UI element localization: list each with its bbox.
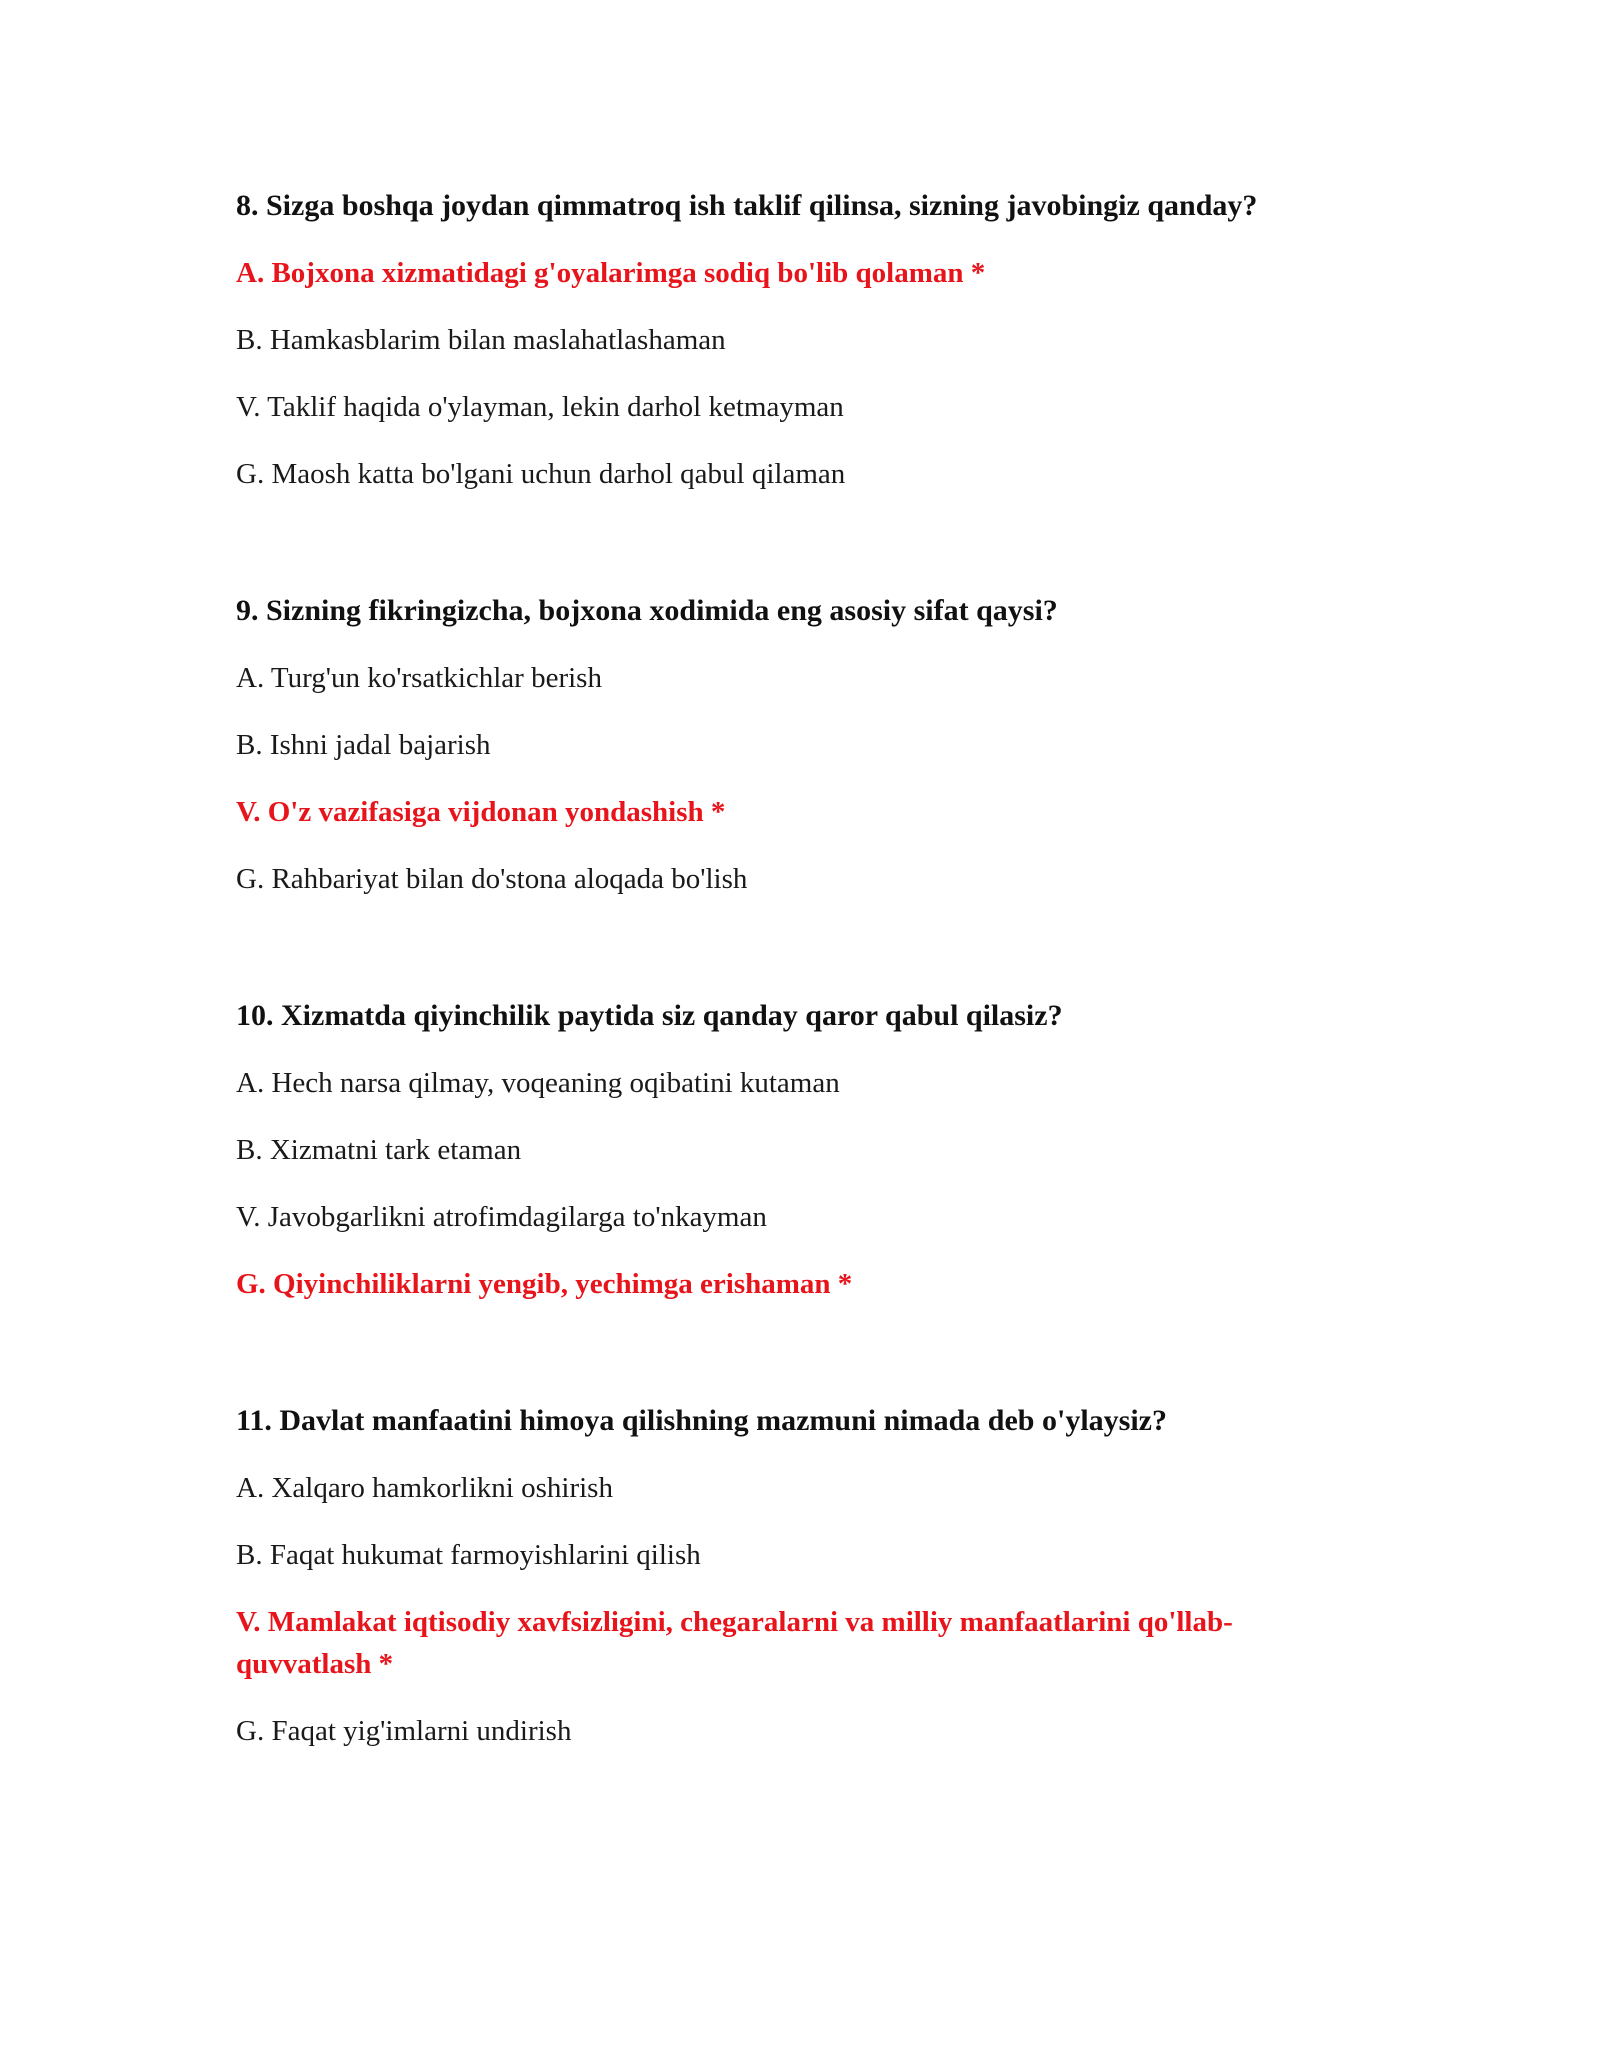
question-text: 9. Sizning fikringizcha, bojxona xodimida eng asosiy sifat qaysi? bbox=[236, 594, 1058, 627]
answer-option: B. Ishni jadal bajarish bbox=[236, 729, 491, 761]
answer-option: B. Xizmatni tark etaman bbox=[236, 1134, 522, 1166]
question-block bbox=[236, 995, 1366, 1305]
answer-option: G. Maosh katta bo'lgani uchun darhol qabul qilaman bbox=[236, 458, 846, 490]
answer-option: G. Rahbariyat bilan do'stona aloqada bo'lish bbox=[236, 863, 748, 895]
answer-option-correct: G. Qiyinchiliklarni yengib, yechimga erishaman * bbox=[236, 1268, 853, 1300]
answer-option: G. Faqat yig'imlarni undirish bbox=[236, 1715, 572, 1747]
answer-option: B. Faqat hukumat farmoyishlarini qilish bbox=[236, 1539, 701, 1571]
answer-option-correct: V. Mamlakat iqtisodiy xavfsizligini, chegaralarni va milliy manfaatlarini qo'llab-quvvatlash * bbox=[236, 1606, 1233, 1680]
answer-option: A. Hech narsa qilmay, voqeaning oqibatini kutaman bbox=[236, 1067, 840, 1099]
answer-option: V. Javobgarlikni atrofimdagilarga to'nkayman bbox=[236, 1201, 767, 1233]
question-text: 8. Sizga boshqa joydan qimmatroq ish taklif qilinsa, sizning javobingiz qanday? bbox=[236, 189, 1258, 222]
answer-option: V. Taklif haqida o'ylayman, lekin darhol ketmayman bbox=[236, 391, 844, 423]
answer-option-correct: A. Bojxona xizmatidagi g'oyalarimga sodiq bo'lib qolaman * bbox=[236, 257, 986, 289]
question-block bbox=[236, 1400, 1366, 1752]
question-block bbox=[236, 590, 1366, 900]
question-text: 10. Xizmatda qiyinchilik paytida siz qanday qaror qabul qilasiz? bbox=[236, 999, 1063, 1032]
answer-option: B. Hamkasblarim bilan maslahatlashaman bbox=[236, 324, 726, 356]
answer-option: A. Turg'un ko'rsatkichlar berish bbox=[236, 662, 602, 694]
answer-option: A. Xalqaro hamkorlikni oshirish bbox=[236, 1472, 613, 1504]
question-text: 11. Davlat manfaatini himoya qilishning mazmuni nimada deb o'ylaysiz? bbox=[236, 1404, 1167, 1437]
question-block bbox=[236, 185, 1366, 495]
answer-option-correct: V. O'z vazifasiga vijdonan yondashish * bbox=[236, 796, 726, 828]
